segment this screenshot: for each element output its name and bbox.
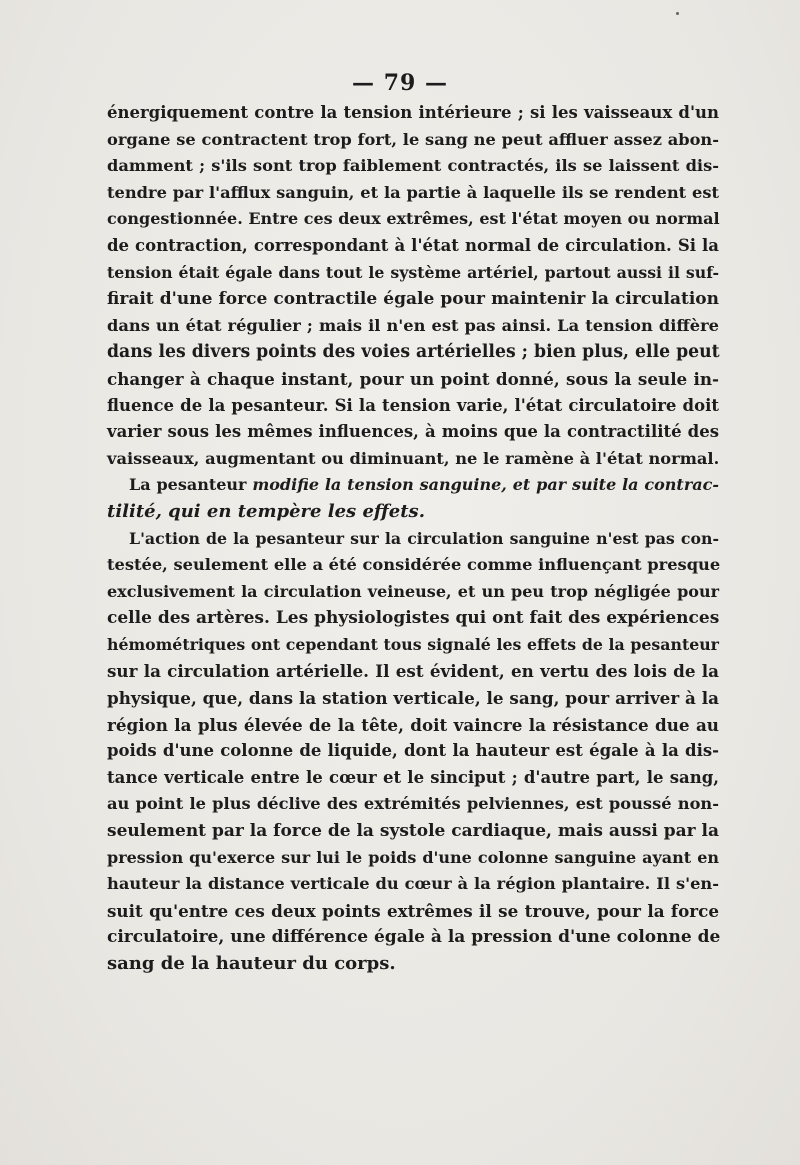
text-line: pression qu'exerce sur lui le poids d'une colonne sanguine ayant en [107,847,719,867]
text-line: tension était égale dans tout le système artériel, partout aussi il suf- [107,262,719,282]
text-line: fluence de la pesanteur. Si la tension varie, l'état circulatoire doit [107,395,719,415]
text-line: de contraction, correspondant à l'état normal de circulation. Si la [107,235,719,255]
text-line: énergiquement contre la tension intérieure ; si les vaisseaux d'un [107,103,719,122]
text-line: dans un état régulier ; mais il n'en est pas ainsi. La tension diffère [107,315,719,335]
text-line: région la plus élevée de la tête, doit vaincre la résistance due au [107,714,719,735]
italic-line: tilité, qui en tempère les effets. [107,500,425,522]
text-line: congestionnée. Entre ces deux extrêmes, est l'état moyen ou normal [107,209,720,229]
text-line: changer à chaque instant, pour un point donné, sous la seule in- [107,368,719,389]
body-text [107,100,719,978]
text-line: testée, seulement elle a été considérée comme influençant presque [107,555,721,575]
text-line: poids d'une colonne de liquide, dont la hauteur est égale à la dis- [107,741,719,761]
text-line: seulement par la force de la systole cardiaque, mais aussi par la [107,821,719,842]
text-run: La pesanteur [129,475,253,495]
text-line: vaisseaux, augmentant ou diminuant, ne le ramène à l'état normal. [107,448,720,468]
text-line [107,472,719,499]
italic-run: modifie la tension sanguine, et par suite la contrac- [252,475,720,495]
text-line: varier sous les mêmes influences, à moins que la contractilité des [107,422,719,442]
text-line: tance verticale entre le cœur et le sinciput ; d'autre part, le sang, [107,767,719,787]
text-line: sur la circulation artérielle. Il est évident, en vertu des lois de la [107,661,719,682]
paragraph-1 [107,100,719,472]
text-line: sang de la hauteur du corps. [107,953,396,974]
text-line: exclusivement la circulation veineuse, et un peu trop négligée pour [107,581,719,601]
text-line: circulatoire, une différence égale à la pression d'une colonne de [107,927,721,948]
page-number: — 79 — [352,70,448,96]
text-line: firait d'une force contractile égale pour maintenir la circulation [107,289,719,310]
text-line: hauteur la distance verticale du cœur à la région plantaire. Il s'en- [107,874,719,894]
paragraph-3 [107,526,719,978]
text-line: damment ; s'ils sont trop faiblement contractés, ils se laissent dis- [107,156,719,176]
text-line: celle des artères. Les physiologistes qui ont fait des expériences [107,608,720,629]
text-line: physique, que, dans la station verticale, le sang, pour arriver à la [107,688,719,709]
text-line: tendre par l'afflux sanguin, et la partie à laquelle ils se rendent est [107,182,719,202]
paragraph-2 [107,472,719,525]
text-line: suit qu'entre ces deux points extrêmes il se trouve, pour la force [107,900,719,921]
text-line: hémométriques ont cependant tous signalé les effets de la pesanteur [107,634,719,654]
text-line: au point le plus déclive des extrémités pelviennes, est poussé non- [107,794,719,814]
text-line: dans les divers points des voies artérielles ; bien plus, elle peut [107,342,720,363]
paper-speck [676,12,679,15]
text-line: organe se contractent trop fort, le sang ne peut affluer assez abon- [107,129,719,149]
text-line: L'action de la pesanteur sur la circulation sanguine n'est pas con- [129,528,719,548]
